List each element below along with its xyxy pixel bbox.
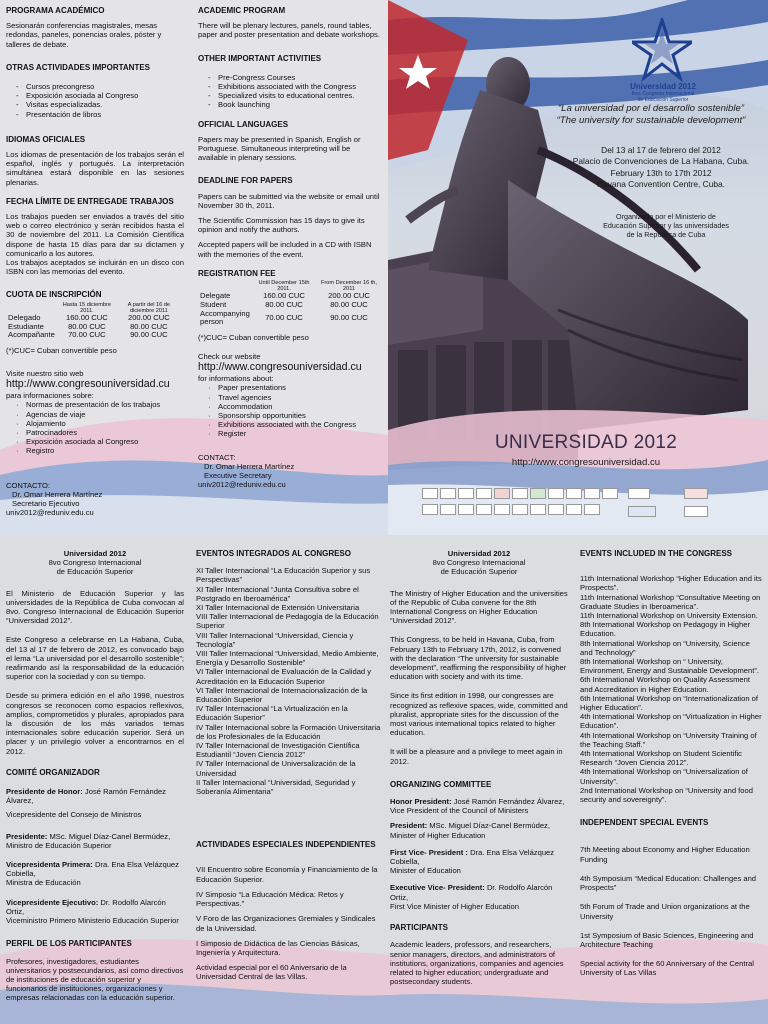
fee-cell: Estudiante [8, 321, 44, 331]
section-text: Papers can be submitted via the website or email until November 30 th, 2011. [198, 191, 380, 210]
fee-cell: 70.00 CUC [265, 312, 303, 322]
brochure-inner-side [0, 535, 768, 1024]
member-label: President: [390, 821, 428, 831]
list-item: VIII Taller Internacional de Pedagogía de la Educación Superior [196, 612, 379, 631]
website-intro: Visite nuestro sitio web [6, 369, 84, 379]
logo-subtitle: 8vo. Congreso Internacional [631, 91, 695, 97]
member-label: Vicepresidente Ejecutivo: [6, 897, 99, 907]
fee-cell: Delegate [200, 291, 231, 301]
member-role: Minister of Higher Education [390, 830, 486, 840]
list-item: VIII Taller Internacional “Universidad, Ciencia y Tecnología” [196, 630, 354, 649]
website-link[interactable]: http://www.congresouniversidad.cu [198, 361, 362, 374]
list-item: IV Simposio “La Educación Médica: Retos y Perspectivas.” [196, 889, 344, 909]
logo-title: Universidad 2012 [630, 82, 696, 91]
list-item: - Exhibitions associated with the Congress [220, 82, 382, 91]
list-item: · Exposición asociada al Congreso [28, 437, 184, 446]
cover-main-title: UNIVERSIDAD 2012 [494, 432, 678, 453]
contact-email[interactable]: univ2012@reduniv.edu.cu [198, 480, 286, 490]
column-english-events [580, 549, 762, 988]
member-label: Executive Vice- President: [390, 883, 485, 893]
sponsor-logo [548, 504, 564, 515]
section-text: Los idiomas de presentación de los trabajos serán el español, inglés y portugués. La interpretación simultánea estará disponible en las sesiones plenarias. [6, 150, 184, 187]
paragraph: Academic leaders, professors, and researchers, senior managers, directors, and administrators of institutions, organizations, companies and agencies related to higher education; undergraduate and postsecondary students. [390, 940, 564, 987]
section-text: Los trabajos pueden ser enviados a través del sitio web o correo electrónico y serán recibidos hasta el 30 de noviembre del 2011. La Comisión Científica dispone de hasta 15 días para dar su dictamen y comunicarlo a los autores. [6, 212, 184, 258]
list-item: 1st Symposium of Basic Sciences, Engineering and Architecture Teaching [580, 930, 754, 949]
member-name: MSc. Miguel Díaz-Canel Bermúdez, [429, 821, 550, 831]
list-item: 7th Meeting about Economy and Higher Education Funding [580, 845, 750, 864]
list-item: · Alojamiento [28, 419, 184, 428]
section-title: OTHER IMPORTANT ACTIVITIES [198, 53, 322, 63]
list-item: · Exhibitions associated with the Congress [220, 420, 382, 429]
column-spanish-info [6, 6, 184, 518]
list-item: 4th Symposium “Medical Education: Challenges and Prospects” [580, 873, 757, 893]
sponsor-logo [584, 504, 600, 515]
sponsor-logo [512, 504, 528, 515]
slogan-spanish: “La universidad por el desarrollo sostenible” [557, 103, 745, 114]
section-text: Accepted papers will be included in a CD with ISBN with the memories of the event. [198, 240, 372, 259]
column-english-intro [390, 549, 568, 992]
list-item: 5th Forum of Trade and Union organizations at the University [580, 902, 750, 921]
list-item: - Pre-Congress Courses [220, 73, 382, 82]
sponsor-logo [494, 488, 510, 499]
cover-website-link[interactable]: http://www.congresouniversidad.cu [511, 457, 661, 468]
sponsor-logo [476, 504, 492, 515]
list-item: - Book launching [220, 100, 382, 109]
section-title: PARTICIPANTS [390, 923, 448, 933]
column-spanish-events [196, 549, 382, 988]
section-title: INDEPENDENT SPECIAL EVENTS [580, 818, 709, 828]
paragraph: Este Congreso a celebrarse en La Habana, Cuba, del 13 al 17 de febrero de 2012, es convocado bajo el lema “La universidad por el desarrollo sostenible”; reafirmando así la responsabilidad de la educación superior con la sociedad y con su tiempo. [6, 635, 184, 682]
section-title: EVENTS INCLUDED IN THE CONGRESS [580, 549, 733, 558]
list-item: 8th International Workshop on Pedagogy in Higher Education. [580, 620, 750, 639]
sponsor-logo [422, 504, 438, 515]
currency-note: (*)CUC= Cuban convertible peso [198, 332, 309, 342]
member-name: Dra. Ena Elsa Velázquez Cobiella, [390, 847, 555, 867]
fee-cell: 200.00 CUC [328, 291, 370, 301]
fee-col-header: Until December 15th 2011. [258, 280, 310, 293]
list-item: 11th International Workshop “Consultative Meeting on Graduate Studies in Iberoamerica”. [580, 592, 761, 611]
list-item: 4th International Workshop on “University Training of the Teaching Staff.” [580, 730, 757, 749]
section-title: FECHA LÍMITE DE ENTREGADE TRABAJOS [6, 196, 174, 206]
list-item: IV Taller Internacional de Investigación Científica Estudiantil “Joven Ciencia 2012” [196, 741, 360, 760]
fee-table [198, 280, 382, 327]
section-title: OFFICIAL LANGUAGES [198, 119, 289, 129]
sponsor-logo [476, 488, 492, 499]
list-item: · Accommodation [220, 402, 382, 411]
sponsor-logo [530, 504, 546, 515]
member-role: Viceministro Primero Ministerio Educación Superior [6, 916, 179, 926]
panel-subtitle: de Educación Superior [56, 567, 134, 577]
member-label: Presidente: [6, 831, 48, 841]
member-role: Ministro de Educación Superior [6, 840, 112, 850]
fee-cell: Delegado [8, 313, 41, 323]
list-item: Special activity for the 60 Anniversary of the Central University of Las Villas [580, 959, 754, 978]
table-row [198, 310, 382, 327]
list-item: XI Taller Internacional “La Educación Superior y sus Perspectivas” [196, 566, 371, 585]
member-role: Vice President of the Council of Ministers [390, 806, 529, 816]
list-item: VI Taller Internacional de Internacionalización de la Educación Superior [196, 685, 368, 705]
event-list [580, 574, 762, 804]
contact-role: Executive Secretary [204, 471, 272, 481]
sponsor-logo [566, 504, 582, 515]
organizer-line: de la República de Cuba [626, 230, 706, 239]
list-item: 4th International Workshop on “Virtualization in Higher Education”. [580, 712, 762, 731]
list-item: · Sponsorship opportunities [220, 411, 382, 420]
column-english-info [198, 6, 382, 489]
info-intro: for informations about: [198, 374, 274, 384]
member-name: MSc. Miguel Díaz-Canel Bermúdez, [49, 831, 171, 841]
member-role: Ministra de Educación [6, 878, 81, 888]
member-name: Dra. Ena Elsa Velázquez Cobiella, [6, 860, 179, 879]
sponsor-logo [422, 488, 438, 499]
event-list [196, 566, 382, 796]
fee-cell: 200.00 CUC [127, 313, 170, 323]
member-name: Dr. Rodolfo Alarcón Ortiz, [6, 897, 166, 916]
sponsor-logo [440, 504, 456, 515]
paragraph: Desde su primera edición en el año 1998, nuestros congresos se reconocen como espacios reflexivos, amplios, comprometidos y plurales, apropiados para la discusión de los más variados temas internacionales sobre educación superior. Será un placer y un privilegio volver a encontrarnos en el 2012. [6, 691, 184, 756]
congress-star-logo [632, 18, 692, 82]
section-title: CUOTA DE INSCRIPCIÓN [6, 290, 102, 300]
list-item: IV Taller Internacional “La Virtualización en la Educación Superior” [196, 704, 348, 723]
organizer-line: Educación Superior y las universidades [603, 221, 729, 230]
fee-cell: 80.00 CUC [330, 300, 368, 310]
fee-cell: 80.00 CUC [68, 321, 106, 331]
list-item: V Foro de las Organizaciones Gremiales y Sindicales de la Universidad. [196, 914, 376, 933]
list-item: · Patrocinadores [28, 428, 184, 437]
list-item: · Registro [28, 446, 184, 455]
fee-cell: Accompanying person [200, 308, 250, 327]
sponsor-logo [584, 488, 600, 499]
fee-cell: 160.00 CUC [263, 291, 305, 301]
member-label: First Vice- President : [390, 847, 468, 857]
member-name: Dr. Rodolfo Alarcón Ortiz, [390, 883, 553, 902]
currency-note: (*)CUC= Cuban convertible peso [6, 345, 117, 355]
member-name: José Ramón Fernández Álvarez, [6, 787, 166, 806]
dates-english: February 13th to 17th 2012 [610, 168, 712, 178]
list-item: 4th International Workshop on Student Scientific Research “Joven Ciencia 2012”. [580, 749, 742, 768]
fee-cell: 80.00 CUC [130, 321, 168, 331]
list-item: IV Taller Internacional sobre la Formación Universitaria de los Profesionales de la Educación [196, 722, 381, 741]
fee-col-header: A partir del 16 de diciembre 2011 [127, 301, 171, 314]
paragraph: Since its first edition in 1998, our congresses are recognized as reflexive spaces, wide, committed and pluralist, appropriate sites for the discussion of the most various international topics related to higher education. [390, 691, 568, 738]
panel-title: Universidad 2012 [447, 549, 511, 558]
list-item: XI Taller Internacional de Extensión Universitaria [196, 603, 360, 613]
list-item: 8th International Workshop on “University, Science and Technology” [580, 638, 750, 657]
sponsor-logo [530, 488, 546, 499]
list-item: - Specialized visits to educational centres. [220, 91, 382, 100]
list-item: I Simposio de Didáctica de las Ciencias Básicas, Ingeniería y Arquitectura. [196, 938, 360, 957]
cover-panel [388, 0, 768, 535]
fee-cell: 90.00 CUC [130, 330, 168, 340]
section-text: The Scientific Commission has 15 days to give its opinion and notify the authors. [198, 216, 365, 235]
table-row [6, 331, 181, 340]
info-intro: para informaciones sobre: [6, 391, 94, 401]
paragraph: Profesores, investigadores, estudiantes universitarios y postsecundarios, así como directivos de instituciones de educación superior y funcionarios de instituciones, organizaciones y empresas relacionadas con la educación superior. [6, 956, 184, 1003]
list-item: - Cursos precongreso [28, 82, 184, 91]
list-item: VII Encuentro sobre Economía y Financiamiento de la Educación Superior. [196, 865, 378, 884]
list-item: · Register [220, 429, 382, 438]
section-title: OTRAS ACTIVIDADES IMPORTANTES [6, 62, 151, 72]
sponsor-logo [628, 488, 650, 499]
sponsor-logo [684, 488, 708, 499]
member-role: First Vice Minister of Higher Education [390, 901, 520, 911]
website-intro: Check our website [198, 352, 261, 362]
list-item: 11th International Workshop on University Extension. [580, 611, 758, 621]
list-item: · Agencias de viaje [28, 410, 184, 419]
panel-subtitle: 8vo Congreso Internacional [432, 558, 526, 568]
fee-col-header: From December 16 th, 2011 [321, 280, 377, 293]
sponsor-logo [494, 504, 510, 515]
list-item: 6th International Workshop on Quality Assessment and Accreditation in Higher Education. [580, 675, 750, 694]
member-label: Honor President: [390, 797, 452, 807]
fee-cell: 90.00 CUC [330, 312, 368, 322]
sponsor-logos [416, 486, 746, 522]
list-item: Actividad especial por el 60 Aniversario de la Universidad Central de las Villas. [196, 963, 347, 982]
contact-name: Dr. Omar Herrera Martínez [204, 461, 295, 471]
fee-cell: Acompañante [8, 330, 55, 340]
panel-subtitle: 8vo Congreso Internacional [48, 558, 142, 568]
section-title: ACADEMIC PROGRAM [198, 6, 286, 15]
contact-title: CONTACT: [198, 452, 236, 462]
list-item: - Visitas especializadas. [28, 100, 184, 109]
venue-english: Havana Convention Centre, Cuba. [596, 179, 726, 189]
logo-subtitle: de Educación Superior [637, 97, 689, 103]
sponsor-logo [566, 488, 582, 499]
fee-cell: 160.00 CUC [65, 313, 108, 323]
fee-cell: 70.00 CUC [68, 330, 106, 340]
member-label: Presidente de Honor: [6, 787, 83, 797]
section-text: Sesionarán conferencias magistrales, mesas redondas, paneles, ponencias orales, póster y talleres de debate. [6, 21, 162, 49]
list-item: - Presentación de libros [28, 110, 184, 119]
panel-subtitle: de Educación Superior [440, 567, 518, 577]
paragraph: The Ministry of Higher Education and the universities of the Republic of Cuba convene for the 8th International Congress on Higher Education “Universidad 2012”. [390, 588, 568, 626]
section-title: COMITÉ ORGANIZADOR [6, 767, 100, 777]
paragraph: It will be a pleasure and a privilege to meet again in 2012. [390, 747, 563, 766]
member-name: José Ramón Fernández Álvarez, [453, 797, 565, 807]
list-item: VI Taller Internacional de Evaluación de la Calidad y Acreditación en la Educación Superior [196, 667, 372, 686]
sponsor-logo [602, 488, 618, 499]
list-item: 2nd International Workshop on “University and food security and sovereignty”. [580, 785, 753, 805]
fee-cell: Student [200, 300, 227, 310]
contact-email[interactable]: univ2012@reduniv.edu.cu [6, 508, 94, 518]
list-item: 8th International Workshop on “ University, Environment, Energy and Sustainable Development”. [580, 657, 759, 676]
section-text: Papers may be presented in Spanish, English or Portuguese. Simultaneous interpreting will be available in plenary sessions. [198, 134, 361, 163]
sponsor-logo [440, 488, 456, 499]
member-role: Minister of Education [390, 866, 461, 876]
member-role: Vicepresidente del Consejo de Ministros [6, 810, 142, 820]
sponsor-logo [628, 506, 656, 517]
column-spanish-intro [6, 549, 184, 1009]
list-item: IV Taller Internacional de Universalización de la Universidad [196, 759, 356, 778]
list-item: · Travel agencies [220, 393, 382, 402]
slogan-english: “The university for sustainable development” [556, 115, 746, 126]
section-title: REGISTRATION FEE [198, 268, 276, 278]
sponsor-logo [458, 488, 474, 499]
panel-title: Universidad 2012 [63, 549, 127, 558]
section-text: There will be plenary lectures, panels, round tables, paper and poster presentation and debate workshops. [198, 21, 380, 40]
sponsor-logo [458, 504, 474, 515]
list-item: XI Taller Internacional “Junta Consultiva sobre el Postgrado en Iberoamérica” [196, 584, 359, 603]
dates-spanish: Del 13 al 17 de febrero del 2012 [601, 145, 721, 155]
section-title: PERFIL DE LOS PARTICIPANTES [6, 939, 132, 949]
fee-table [6, 302, 181, 340]
section-title: IDIOMAS OFICIALES [6, 134, 86, 144]
website-link[interactable]: http://www.congresouniversidad.cu [6, 378, 170, 391]
section-title: PROGRAMA ACADÉMICO [6, 6, 105, 15]
contact-name: Dr. Omar Herrera Martínez [12, 489, 103, 499]
list-item: 11th International Workshop “Higher Education and its Prospects”. [580, 574, 762, 593]
paragraph: El Ministerio de Educación Superior y las universidades de la República de Cuba convocan al 8vo. Congreso Internacional de Educación Superior “Universidad 2012”. [6, 588, 184, 626]
list-item: 4th International Workshop on “Universalization of University”. [580, 767, 748, 786]
sponsor-logo [684, 506, 708, 517]
contact-role: Secretario Ejecutivo [12, 499, 80, 509]
contact-title: CONTACTO: [6, 480, 51, 490]
fee-cell: 80.00 CUC [265, 300, 303, 310]
member-label: Vicepresidenta Primera: [6, 860, 93, 870]
section-title: EVENTOS INTEGRADOS AL CONGRESO [196, 549, 351, 558]
venue-spanish: Palacio de Convenciones de La Habana, Cuba. [572, 156, 750, 166]
list-item: 6th International Workshop on “Internationalization of Higher Education”. [580, 693, 759, 713]
list-item: · Normas de presentación de los trabajos [28, 400, 184, 409]
list-item: II Taller Internacional “Universidad, Seguridad y Soberanía Alimentaria” [196, 777, 356, 797]
section-title: DEADLINE FOR PAPERS [198, 176, 293, 186]
section-text: Los trabajos aceptados se incluirán en un disco con ISBN con las memorias del evento. [6, 258, 184, 277]
section-title: ORGANIZING COMMITTEE [390, 779, 492, 789]
list-item: VIII Taller Internacional “Universidad, Medio Ambiente, Energía y Desarrollo Sostenible” [196, 649, 379, 668]
list-item: - Exposición asociada al Congreso [28, 91, 184, 100]
sponsor-logo [512, 488, 528, 499]
fee-col-header: Hasta 15 diciembre 2011. [62, 301, 111, 314]
section-title: ACTIVIDADES ESPECIALES INDEPENDIENTES [196, 840, 376, 850]
list-item: · Paper presentations [220, 383, 382, 392]
organizer-line: Organizado por el Ministerio de [616, 212, 716, 221]
sponsor-logo [548, 488, 564, 499]
paragraph: This Congress, to be held in Havana, Cuba, from February 13th to February 17th, 2012, is convened with the declaration “The university for sustainable development”, reaffirming the responsibility of higher education with society and with its time. [390, 635, 567, 682]
